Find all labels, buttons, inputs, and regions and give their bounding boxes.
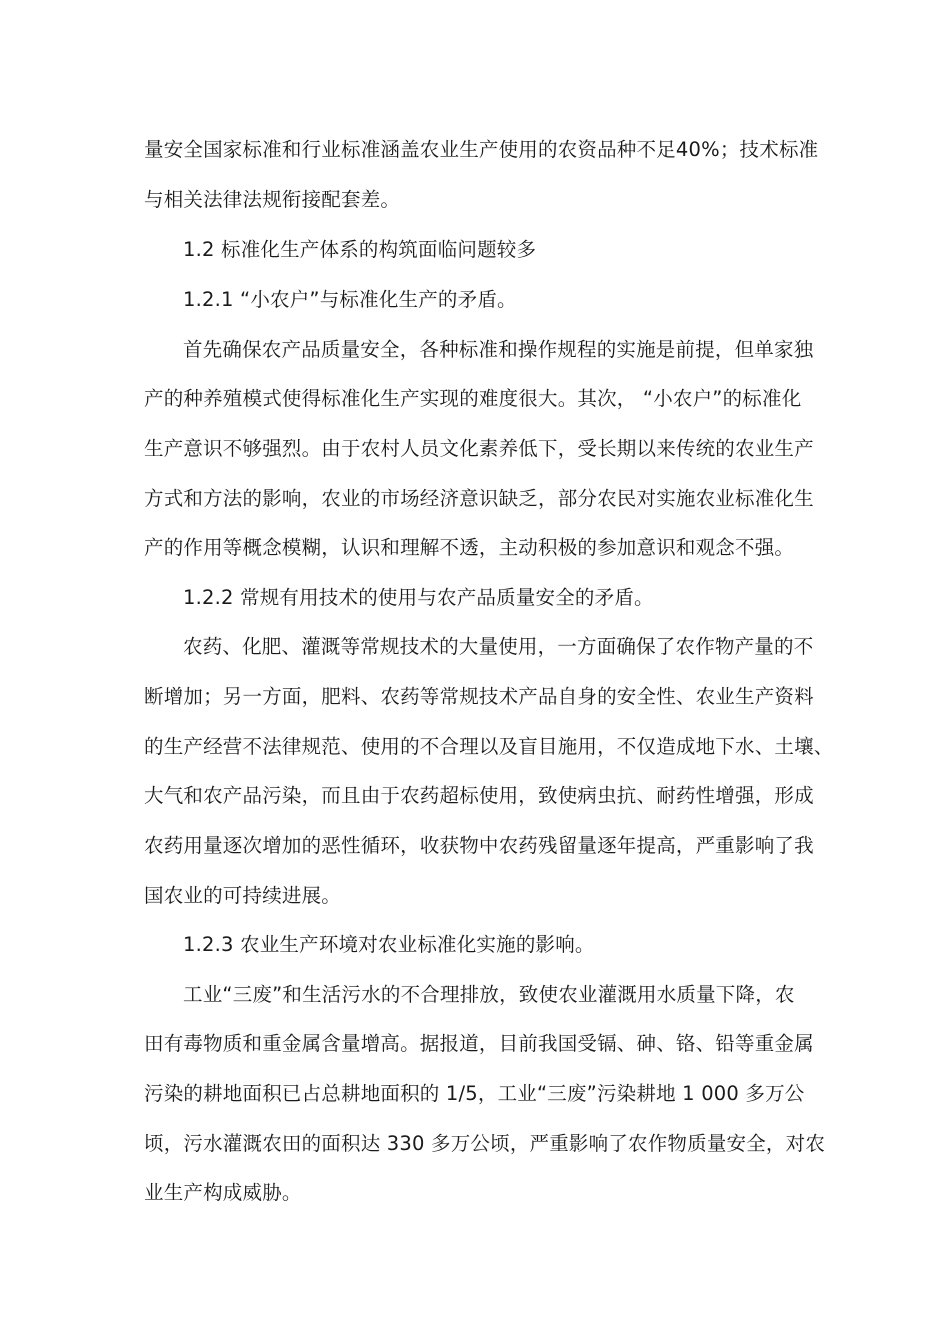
paragraph-line: 田有毒物质和重金属含量增高。据报道，目前我国受镉、砷、铬、铅等重金属 xyxy=(144,1032,814,1055)
subsection-heading: 1.2.3 农业生产环境对农业标准化实施的影响。 xyxy=(183,933,595,956)
paragraph-line: 农药用量逐次增加的恶性循环，收获物中农药残留量逐年提高，严重影响了我 xyxy=(144,834,814,857)
paragraph-line: 大气和农产品污染，而且由于农药超标使用，致使病虫抗、耐药性增强，形成 xyxy=(144,784,814,807)
paragraph-line: 产的种养殖模式使得标准化生产实现的难度很大。其次， “小农户”的标准化 xyxy=(144,387,802,410)
paragraph-line: 的生产经营不法律规范、使用的不合理以及盲目施用，不仅造成地下水、土壤、 xyxy=(144,735,834,758)
paragraph-line: 农药、化肥、灌溉等常规技术的大量使用，一方面确保了农作物产量的不 xyxy=(183,635,814,658)
paragraph-line: 与相关法律法规衔接配套差。 xyxy=(144,188,401,211)
paragraph-line: 污染的耕地面积已占总耕地面积的 1/5，工业“三废”污染耕地 1 000 多万公 xyxy=(144,1082,805,1105)
paragraph-line: 顷，污水灌溉农田的面积达 330 多万公顷，严重影响了农作物质量安全，对农 xyxy=(144,1132,826,1155)
paragraph-line: 断增加；另一方面，肥料、农药等常规技术产品自身的安全性、农业生产资料 xyxy=(144,685,814,708)
paragraph-line: 首先确保农产品质量安全，各种标准和操作规程的实施是前提，但单家独 xyxy=(183,338,814,361)
paragraph-line: 国农业的可持续进展。 xyxy=(144,884,342,907)
paragraph-line: 量安全国家标准和行业标准涵盖农业生产使用的农资品种不足40%；技术标准 xyxy=(144,138,819,161)
paragraph-line: 产的作用等概念模糊，认识和理解不透，主动积极的参加意识和观念不强。 xyxy=(144,536,795,559)
subsection-heading: 1.2.2 常规有用技术的使用与农产品质量安全的矛盾。 xyxy=(183,586,654,609)
section-heading: 1.2 标准化生产体系的构筑面临问题较多 xyxy=(183,238,537,261)
subsection-heading: 1.2.1 “小农户”与标准化生产的矛盾。 xyxy=(183,288,517,311)
paragraph-line: 生产意识不够强烈。由于农村人员文化素养低下，受长期以来传统的农业生产 xyxy=(144,437,814,460)
paragraph-line: 工业“三废”和生活污水的不合理排放，致使农业灌溉用水质量下降，农 xyxy=(183,983,795,1006)
paragraph-line: 业生产构成威胁。 xyxy=(144,1181,302,1204)
paragraph-line: 方式和方法的影响，农业的市场经济意识缺乏，部分农民对实施农业标准化生 xyxy=(144,487,814,510)
